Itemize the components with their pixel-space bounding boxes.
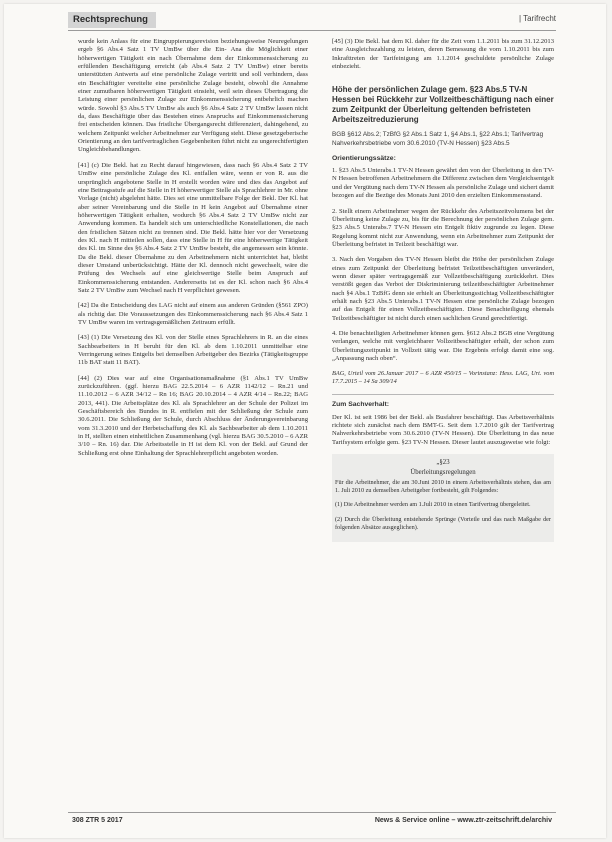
body-paragraph: [42] Da die Entscheidung des LAG nicht auf einem aus anderen Gründen (§561 ZPO) als richtig dar. Die Voraussetzungen des Einkommenssicherung nach §6 Abs.4 Satz 1 TV UmBw waren im vertragsgemäßlichen Zeitraum erfüllt. <box>78 302 308 326</box>
guiding-principle: 1. §23 Abs.5 Unterabs.1 TV-N Hessen gewährt den von der Überleitung in den TV-N Hessen betroffenen Arbeitnehmern die Differenz zwischen dem Vergleichsentgelt und der Vergütung nach dem TV-N Hessen als persönliche Zulage und sichert damit bezogen auf die Bezüge des Monats Juni 2010 den erzielten Einkommensstand. <box>332 167 554 200</box>
page-footer <box>68 812 556 827</box>
case-title: Höhe der persönlichen Zulage gem. §23 Abs.5 TV-N Hessen bei Rückkehr zur Vollzeitbeschäftigung nach einer zum Zeitpunkt der Überleitung geltenden befristeten Arbeitszeitreduzierung <box>332 85 554 125</box>
left-column <box>78 38 308 465</box>
page-header <box>68 12 556 31</box>
journal-link[interactable]: News & Service online – www.ztr-zeitschrift.de/archiv <box>374 817 552 824</box>
body-paragraph: [45] (3) Die Bekl. hat dem Kl. daher für die Zeit vom 1.1.2011 bis zum 31.12.2013 eine Ausgleichszahlung zu leisten, deren Bemessung die vom 1.10.2011 bis zum Inkrafttreten der Tarifeinigung am 1.1.2014 geschuldete persönliche Zulage einbezieht. <box>332 38 554 71</box>
body-paragraph: [41] (c) Die Bekl. hat zu Recht darauf hingewiesen, dass nach §6 Abs.4 Satz 2 TV UmBw eine persönliche Zulage des Kl. entfallen wäre, wenn er von R. aus die ursprünglich angebotene Stelle in H erstellt worden wäre und dies das Angebot auf eine Beitragsstufe auf die Stelle in H höherwertiger Stelle als Sprachlehrer in Mr. ohne Vorlage (nicht) abgelehnt hätte. Dies sei eine unmittelbare Folge der Bekl. Der Kl. hat aber seiner Vereinbarung und die Stelle in H kein Angebot auf Übernahme einer höherwertigen Tätigkeit erhalten, wodurch §6 Abs.4 Satz 2 TV UmBw nicht zur Anwendung kommen. Es handelt sich um unterschiedliche Konstellationen, die nach den fristlichen Sätzen nicht zu trennen sind. Die Bekl. hätte hier vor der Versetzung des Kl. nach H mitteilen sollen, dass eine Stelle in H für eine höherwertige Tätigkeit des Kl. im Sinne des §6 Abs.4 Satz 2 TV UmBw besteht, die angemessen sein könnte. Da die Bekl. dieser Übernahme zu den Arbeitnehmern nicht unterrichtet hat, bleibt dieser Umstand unberücksichtigt. Hätte der Kl. dennoch nicht gewechselt, wäre die Prüfung des Wechsels auf eine gleichwertige Stelle beim Anspruch auf Einkommenssicherung entstanden. Andererseits ist es der Kl. schon nach §6 Abs.4 Satz 2 TV UmBw zum Wechsel nach H verpflichtet gewesen. <box>78 161 308 294</box>
body-paragraph: wurde kein Anlass für eine Eingruppierungsrevision beziehungsweise Neuregelungen ergeb §6 Abs.4 Satz 1 TV UmBw über die Ein- Ana die Möglichkeit einer höherwertigen Tätigkeit ein nach Übernahme dem der Einkommenssicherung zu erfüllenden Beschäftigung erreicht (ab Abs.4 Satz 2 TV UmBw) einer bereits unterstützten Antwerts auf eine persönliche Zulage vertritt und soll verhindern, dass ein Beschäftigter vereitelte eine persönliche Zulage besteht, obwohl die Annahme einer zumutbaren höherwertigen Tätigkeit einsieht, weil sein dieses Übertragung die Leistung einer persönlichen Zulage zur Einkommenssicherung entbehrlich machen würde. Sowohl §3 Abs.5 TV UmBw als auch §6 Abs.4 Satz 2 TV UmBw lassen nicht da, dass Beschäftigte über das Bestehen eines Anspruchs auf Einkommenssicherung frei entscheiden können. Das fristliche Übergangsrecht differenziert, dahingehend, zu welchem Zeitpunkt welcher Arbeitnehmer zur Verfügung steht. Diese gesetzgeberische Orientierung an den tarifvertraglichen Gegebenheiten führt nicht zu ungerechtfertigten Ungleichbehandlungen. <box>78 38 308 154</box>
divider <box>332 394 554 395</box>
guiding-principle: 2. Stellt einem Arbeitnehmer wegen der Rückkehr des Arbeitszeitvolumens bei der Überleitung keine Zulage zu, bis für die Berechnung der persönlichen Zulage gem. §23 Abs.5 Unterabs.7 TV-N Hessen ein Entgelt fiktiv zugrunde zu legen. Diese Regelung kommt nicht zur Anwendung, wenn ein Arbeitnehmer zum Zeitpunkt der Überleitung befristet in Teilzeit beschäftigt war. <box>332 207 554 248</box>
body-paragraph: [44] (2) Dies war auf eine Organisationsmaßnahme (§1 Abs.1 TV UmBw zurückzuführen. (ggf. hierzu BAG 22.5.2014 – 6 AZR 1142/12 – Rn.21 und 11.10.2012 – 6 AZR 34/12 – Rn 16; BAG 20.10.2014 – 4 AZR 4/14 – Rn.22; BAG 2013, 441). Die Arbeitsplätze des Kl. als Sprachlehrer an der Schule der Polizei im Geschäftsbereich des Bundes in R. entfielen mit der Schließung der Schule zum 30.6.2011. Die Schließung der Schule, durch Abschluss der Änderungsvereinbarung vom 31.3.2010 und der Herbeischaffung des Kl. als Sachbearbeiter ab dem 1.10.2011 in H, stellten einen einheitlichen Zusammenhang (vgl. hierzu BAG 30.5.2010 – 6 AZR 3/10 – Rn. 16) dar. Die Arbeitsstelle in H ist dem Kl. von der Bekl. auf Grund der Schließung erst ohne Einhaltung der Sprachlehrerpflicht angeboten worden. <box>78 374 308 457</box>
guiding-principle: 4. Die benachteiligten Arbeitnehmer können gem. §612 Abs.2 BGB eine Vergütung verlangen, welche mit vergleichbarer Vollzeitbeschäftigter erhält, der schon zum Überleitungszeitpunkt in Vollzeit tätig war. Die Ergebnis erfolgt damit eine sog. „Anpassung nach oben“. <box>332 329 554 362</box>
court-citation: BAG, Urteil vom 26.Januar 2017 – 6 AZR 450/15 – Vorinstanz: Hess. LAG, Urt. vom 17.7.2015 – 14 Sa 309/14 <box>332 370 554 386</box>
rubric-label: | Tarifrecht <box>518 14 556 23</box>
guiding-principles-heading: Orientierungssätze: <box>332 154 396 162</box>
guiding-principle: 3. Nach den Vorgaben des TV-N Hessen bleibt die Höhe der persönlichen Zulage eines zum Zeitpunkt der Überleitung befristet Teilzeitbeschäftigten unverändert, wenn dieser später vertragsgemäß zur Vollzeitbeschäftigung zurückkehrt. Dies verstößt gegen das Verbot der Diskriminierung teilzeitbeschäftigter Arbeitnehmer nach §4 Abs.1 TzBfG denn sie erhielt an Überleitungsstichtag Vollzeitbeschäftigter erhält nach §23 Abs.5 Unterabs.1 TV-N Hessen eine persönliche Zulage bezogen auf das Entgelt für einen Vollzeitbeschäftigten. Diese Benachteiligung ehemals Teilzeitbeschäftigter ist nicht durch einen sachlichen Grund gerechtfertigt. <box>332 256 554 322</box>
regulation-item: (1) Die Arbeitnehmer werden am 1.Juli 2010 in einen Tarifvertrag übergeleitet. <box>335 501 531 509</box>
section-label: Rechtsprechung <box>68 12 156 28</box>
paragraph-sign: „§23 <box>436 459 450 467</box>
paragraph-title: Überleitungsregelungen <box>410 469 476 477</box>
quoted-regulation <box>332 454 554 542</box>
facts-heading: Zum Sachverhalt: <box>332 401 390 409</box>
right-column <box>332 38 554 542</box>
regulation-item: (2) Durch die Überleitung entstehende Sprünge (Vorteile und das nach Maßgabe der folgenden Absätze ausgeglichen). <box>335 516 551 531</box>
page-number: 308 ZTR 5 2017 <box>72 817 123 824</box>
facts-paragraph: Der Kl. ist seit 1986 bei der Bekl. als Busfahrer beschäftigt. Das Arbeitsverhältnis richtete sich zunächst nach dem BMT-G. Seit dem 1.7.2010 gilt der Tarifvertrag Nahverkehrsbetriebe vom 30.6.2010 (TV-N Hessen). Die Überleitung in das neue Tarifsystem erfolgte gem. §23 TV-N Hessen. Dieser lautet auszugsweise wie folgt: <box>332 413 554 446</box>
regulation-intro: Für die Arbeitnehmer, die am 30.Juni 2010 in einem Arbeitsverhältnis stehen, das am 1. Juli 2010 zu demselben Arbeitgeber fortbesteht, gilt Folgendes: <box>335 478 551 494</box>
body-paragraph: [43] (1) Die Versetzung des Kl. von der Stelle eines Sprachlehrers in R. an die eines Sachbearbeiters in H beruht für den Kl. ab dem 1.10.2011 unmittelbar eine Verringerung seines Entgelts bei demselben Arbeitgeber des Bezirks (Tätigkeitsgruppe 11b BAT statt 11 BAT). <box>78 334 308 367</box>
norms-line: BGB §612 Abs.2; TzBfG §2 Abs.1 Satz 1, §4 Abs.1, §22 Abs.1; Tarifvertrag Nahverkehrsbetriebe vom 30.6.2010 (TV-N Hessen) §23 Abs.5 <box>332 131 544 147</box>
